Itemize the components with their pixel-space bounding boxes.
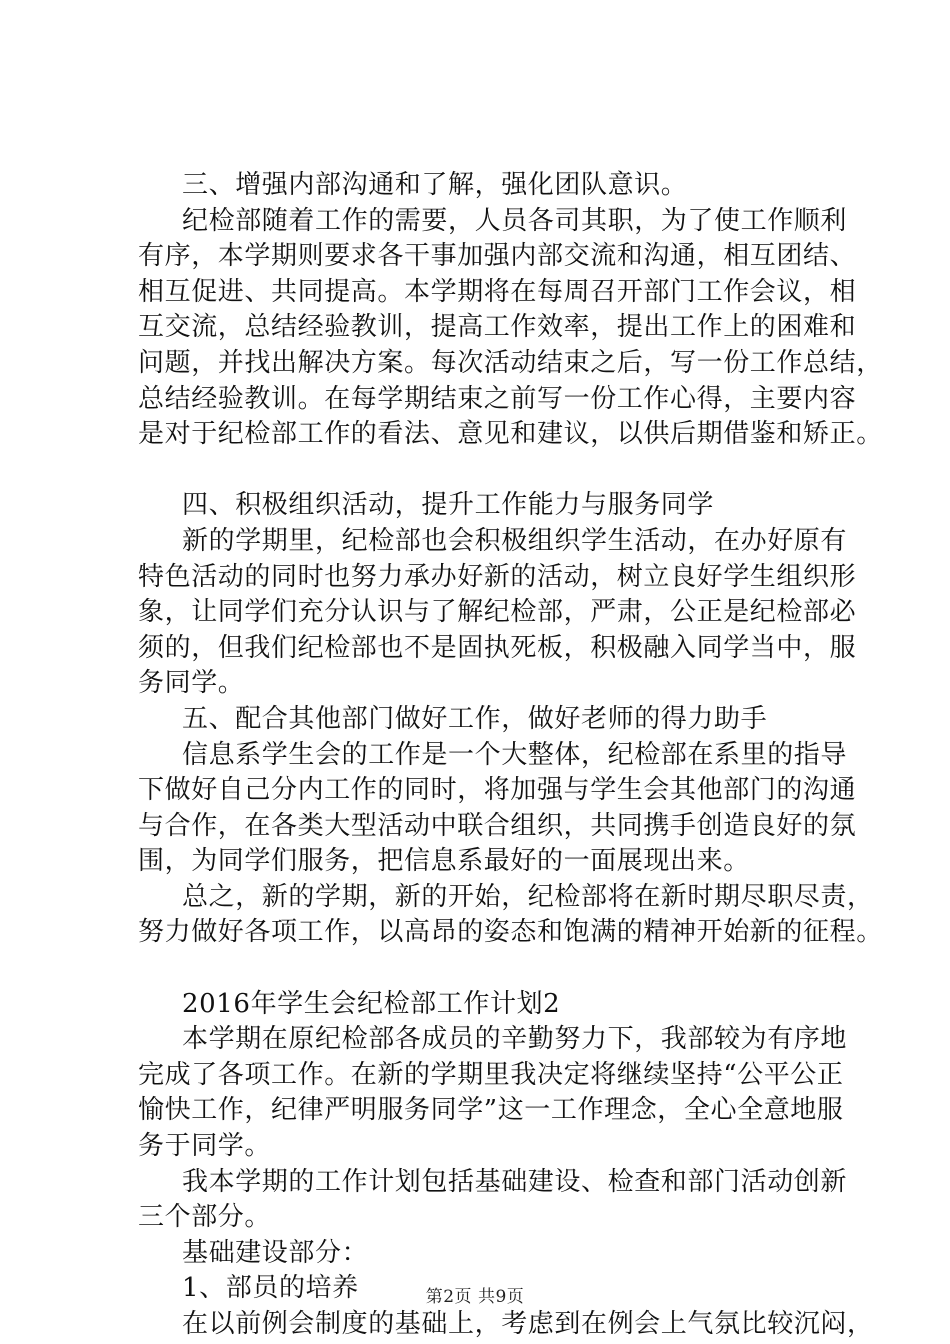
paragraph-line: 努力做好各项工作，以高昂的姿态和饱满的精神开始新的征程。	[138, 917, 883, 948]
paragraph-spacer	[138, 453, 838, 489]
paragraph-line: 下做好自己分内工作的同时，将加强与学生会其他部门的沟通	[138, 775, 857, 806]
subsection-heading: 基础建设部分：	[182, 1237, 369, 1268]
paragraph-line: 务同学。	[138, 668, 245, 699]
paragraph-line: 在以前例会制度的基础上，考虑到在例会上气氛比较沉闷，	[182, 1309, 874, 1339]
section-heading-3: 三、增强内部沟通和了解，强化团队意识。	[182, 170, 688, 200]
paragraph-line: 相互促进、共同提高。本学期将在每周召开部门工作会议，相	[138, 276, 857, 307]
paragraph-line: 新的学期里，纪检部也会积极组织学生活动，在办好原有	[182, 525, 848, 556]
paragraph-line: 愉快工作，纪律严明服务同学”这一工作理念，全心全意地服	[138, 1095, 844, 1126]
paragraph-line: 完成了各项工作。在新的学期里我决定将继续坚持“公平公正	[138, 1059, 844, 1090]
section-heading-4: 四、积极组织活动，提升工作能力与服务同学	[182, 490, 715, 521]
paragraph-line: 是对于纪检部工作的看法、意见和建议，以供后期借鉴和矫正。	[138, 419, 883, 450]
paragraph-line: 我本学期的工作计划包括基础建设、检查和部门活动创新	[182, 1166, 848, 1197]
paragraph-line: 问题，并找出解决方案。每次活动结束之后，写一份工作总结，	[138, 347, 883, 378]
paragraph-line: 与合作，在各类大型活动中联合组织，共同携手创造良好的氛	[138, 810, 857, 841]
paragraph-line: 总之，新的学期，新的开始，纪检部将在新时期尽职尽责，	[182, 881, 874, 912]
paragraph-line: 务于同学。	[138, 1131, 272, 1162]
paragraph-line: 总结经验教训。在每学期结束之前写一份工作心得，主要内容	[138, 383, 857, 414]
paragraph-line: 特色活动的同时也努力承办好新的活动，树立良好学生组织形	[138, 561, 857, 592]
paragraph-spacer	[138, 951, 838, 987]
paragraph-line: 三个部分。	[138, 1202, 272, 1233]
paragraph-line: 信息系学生会的工作是一个大整体，纪检部在系里的指导	[182, 739, 848, 770]
paragraph-line: 象，让同学们充分认识与了解纪检部，严肃，公正是纪检部必	[138, 597, 857, 628]
paragraph-line: 纪检部随着工作的需要，人员各司其职，为了使工作顺利	[182, 205, 848, 236]
section-heading-5: 五、配合其他部门做好工作，做好老师的得力助手	[182, 703, 768, 734]
paragraph-line: 须的，但我们纪检部也不是固执死板，积极融入同学当中，服	[138, 632, 857, 663]
subsection-item: 1、部员的培养	[182, 1273, 359, 1304]
paragraph-line: 有序，本学期则要求各干事加强内部交流和沟通，相互团结、	[138, 241, 857, 272]
page-number-footer: 第2页 共9页	[425, 1287, 525, 1307]
paragraph-line: 本学期在原纪检部各成员的辛勤努力下，我部较为有序地	[182, 1024, 848, 1055]
paragraph-line: 互交流，总结经验教训，提高工作效率，提出工作上的困难和	[138, 312, 857, 343]
paragraph-line: 围，为同学们服务，把信息系最好的一面展现出来。	[138, 846, 750, 877]
document-body	[138, 168, 883, 1343]
plan-title: 2016年学生会纪检部工作计划2	[182, 988, 561, 1019]
